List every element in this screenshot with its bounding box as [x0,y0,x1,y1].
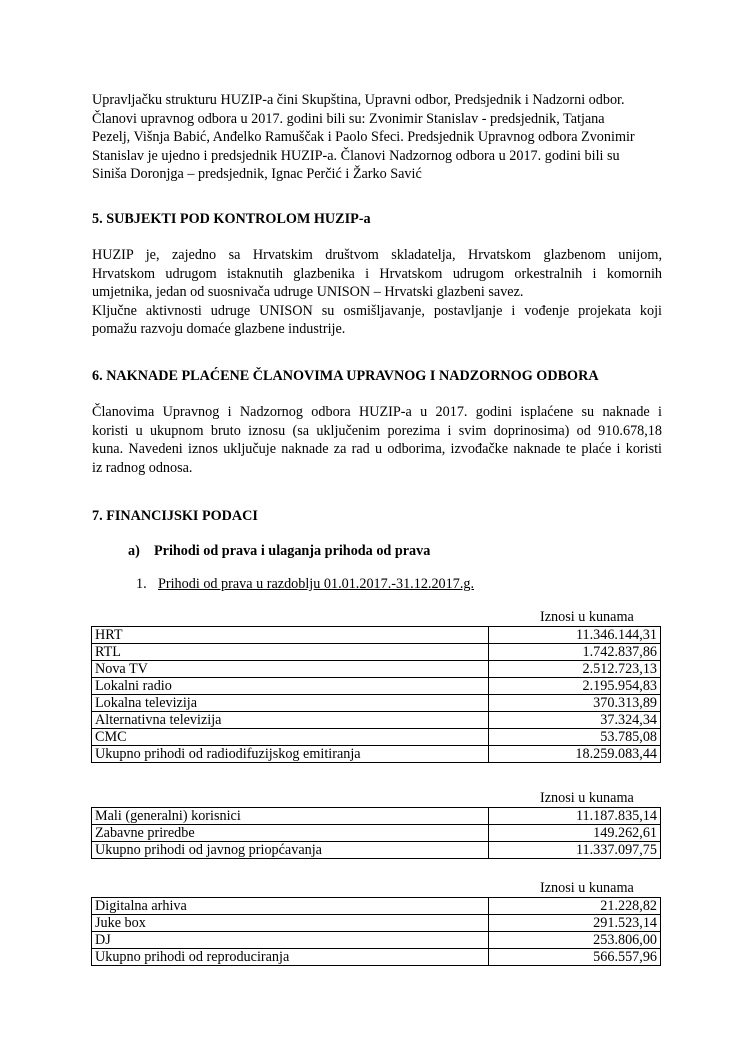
table-row [92,825,661,842]
row-value: 37.324,34 [489,712,661,729]
section-6-line: koristi u ukupnom bruto iznosu (sa uključenim porezima i svim doprinosima) od 910.678,18 [92,422,662,439]
section-7a-subheading [128,543,430,560]
table-row [92,695,661,712]
row-value: 2.195.954,83 [489,678,661,695]
section-5-line: umjetnika, jedan od suosnivača udruge UNISON – Hrvatski glazbeni savez. [92,284,524,301]
table-2-caption: Iznosi u kunama [540,790,634,806]
row-label: Lokalni radio [92,678,489,695]
table-reproduciranje [91,897,661,966]
row-value: 2.512.723,13 [489,661,661,678]
row-value: 1.742.837,86 [489,644,661,661]
row-label: Digitalna arhiva [92,898,489,915]
section-5-line: Hrvatskom udrugom istaknutih glazbenika i Hrvatskom udrugom orkestralnih i komornih [92,265,662,282]
intro-line: Siniša Doronjga – predsjednik, Ignac Perčić i Žarko Savić [92,166,422,183]
row-value: 11.187.835,14 [489,808,661,825]
item-number: 1. [136,576,147,592]
subheading-title: Prihodi od prava i ulaganja prihoda od prava [154,543,431,559]
row-label: Lokalna televizija [92,695,489,712]
section-6-heading: 6. NAKNADE PLAĆENE ČLANOVIMA UPRAVNOG I NADZORNOG ODBORA [92,368,599,384]
row-value: 291.523,14 [489,915,661,932]
table-row [92,898,661,915]
table-row [92,808,661,825]
row-label: Nova TV [92,661,489,678]
section-5-line: HUZIP je, zajedno sa Hrvatskim društvom skladatelja, Hrvatskom glazbenom unijom, [92,247,662,263]
section-7-heading: 7. FINANCIJSKI PODACI [92,508,258,524]
table-total-row [92,949,661,966]
table-row [92,712,661,729]
row-label: Alternativna televizija [92,712,489,729]
intro-line: Stanislav je ujedno i predsjednik HUZIP-a. Članovi Nadzornog odbora u 2017. godini bili su [92,147,620,164]
row-label: RTL [92,644,489,661]
section-5-line: Ključne aktivnosti udruge UNISON su osmišljavanje, postavljanje i vođenje projekata koji [92,302,662,319]
row-label: Ukupno prihodi od javnog priopćavanja [92,842,489,859]
row-value: 18.259.083,44 [489,746,661,763]
subheading-label: a) [128,543,140,559]
table-total-row [92,842,661,859]
row-label: DJ [92,932,489,949]
table-3-caption: Iznosi u kunama [540,880,634,896]
row-label: HRT [92,627,489,644]
row-value: 253.806,00 [489,932,661,949]
row-label: Ukupno prihodi od reproduciranja [92,949,489,966]
table-row [92,729,661,746]
section-5-line: pomažu razvoju domaće glazbene industrije. [92,321,346,338]
section-6-line: Članovima Upravnog i Nadzornog odbora HUZIP-a u 2017. godini isplaćene su naknade i [92,404,662,420]
row-value: 11.337.097,75 [489,842,661,859]
intro-line: Pezelj, Višnja Babić, Anđelko Ramuščak i Paolo Sfeci. Predsjednik Upravnog odbora Zvonimir [92,129,635,146]
section-6-paragraph [92,403,662,477]
section-6-line: iz radnog odnosa. [92,459,193,476]
row-label: Ukupno prihodi od radiodifuzijskog emitiranja [92,746,489,763]
row-value: 21.228,82 [489,898,661,915]
table-row [92,644,661,661]
row-value: 149.262,61 [489,825,661,842]
table-row [92,915,661,932]
table-radiodifuzija [91,626,661,763]
intro-paragraph [92,91,662,184]
table-row [92,661,661,678]
table-row [92,627,661,644]
table-total-row [92,746,661,763]
row-label: CMC [92,729,489,746]
section-5-paragraph [92,246,662,339]
row-label: Zabavne priredbe [92,825,489,842]
table-row [92,678,661,695]
row-value: 53.785,08 [489,729,661,746]
item-title: Prihodi od prava u razdoblju 01.01.2017.-31.12.2017.g. [158,576,475,592]
table-1-caption: Iznosi u kunama [540,609,634,625]
intro-line: Upravljačku strukturu HUZIP-a čini Skupština, Upravni odbor, Predsjednik i Nadzorni odbor. [92,92,625,108]
intro-line: Članovi upravnog odbora u 2017. godini bili su: Zvonimir Stanislav - predsjednik, Tatjana [92,110,605,127]
row-value: 370.313,89 [489,695,661,712]
section-6-line: kuna. Navedeni iznos uključuje naknade za rad u odborima, izvođačke naknade te plaće i koristi [92,441,662,458]
row-value: 11.346.144,31 [489,627,661,644]
row-value: 566.557,96 [489,949,661,966]
table-javno-priopcavanje [91,807,661,859]
row-label: Mali (generalni) korisnici [92,808,489,825]
table-row [92,932,661,949]
section-5-heading: 5. SUBJEKTI POD KONTROLOM HUZIP-a [92,211,371,227]
numbered-item [136,576,474,593]
row-label: Juke box [92,915,489,932]
